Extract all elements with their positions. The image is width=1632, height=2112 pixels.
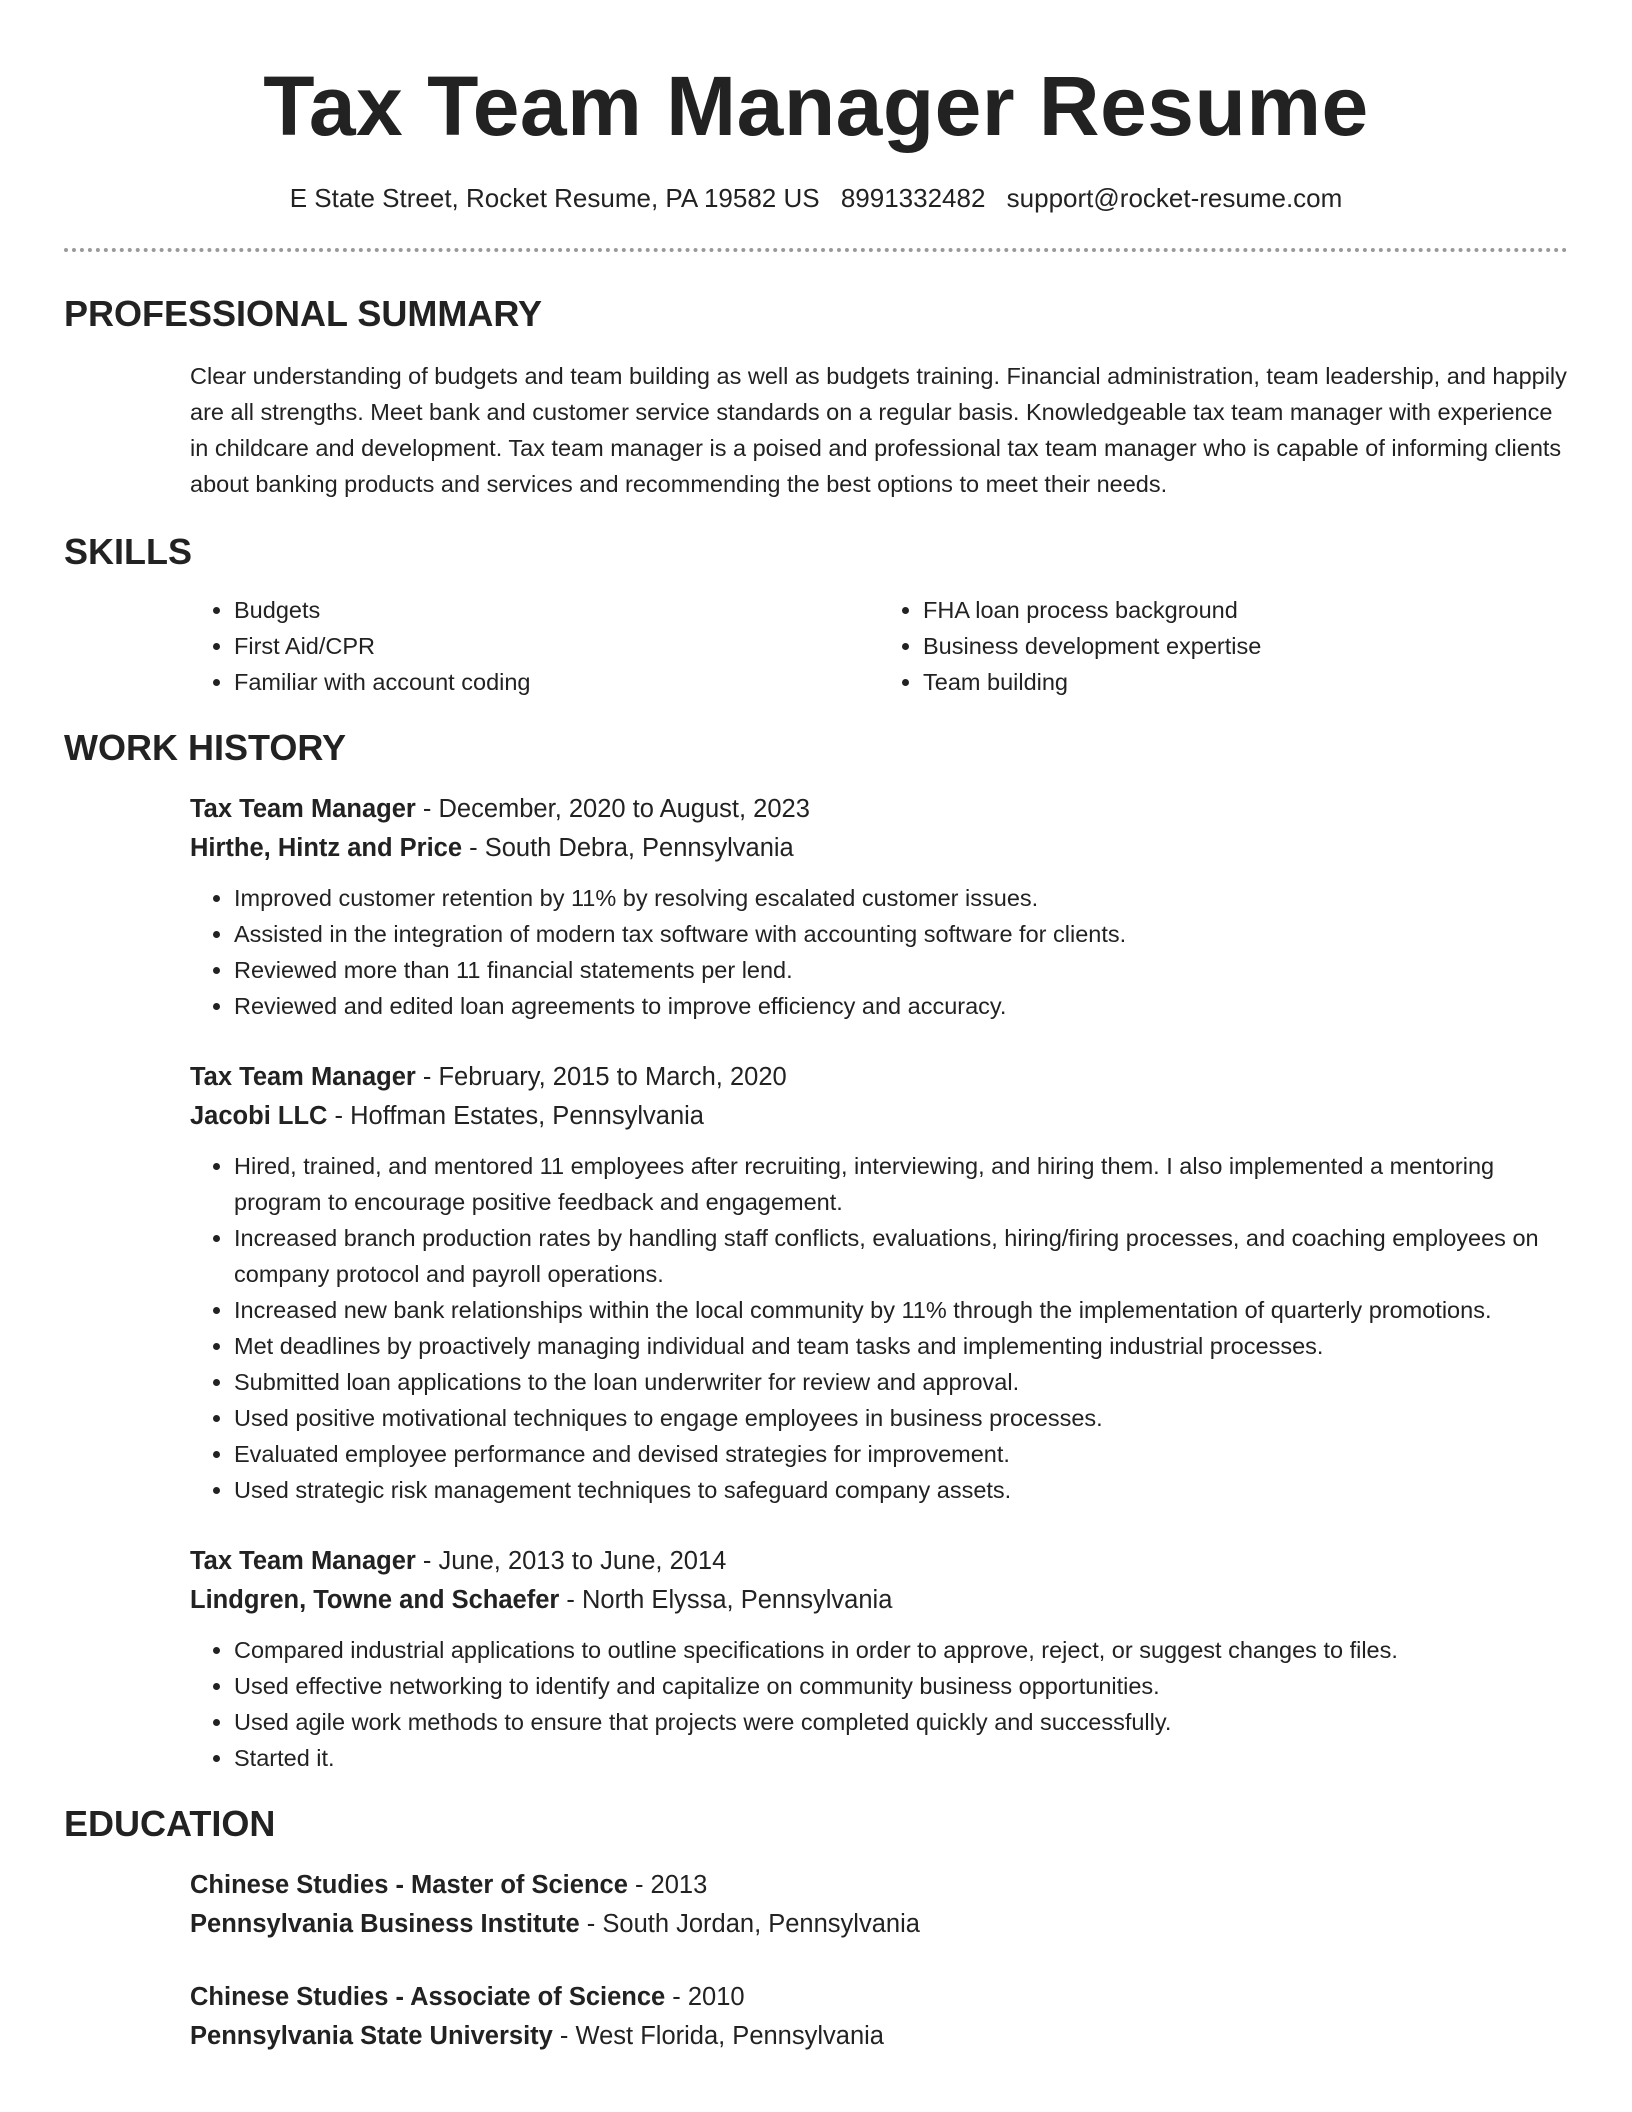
job-bullet: • Reviewed more than 11 financial statements per lend. xyxy=(234,952,1568,988)
degree: Chinese Studies - Master of Science xyxy=(190,1871,628,1899)
education-heading: EDUCATION xyxy=(64,1803,276,1844)
skills-list xyxy=(64,592,1568,700)
school-line xyxy=(190,2017,1568,2056)
degree: Chinese Studies - Associate of Science xyxy=(190,1983,666,2011)
school-location: - South Jordan, Pennsylvania xyxy=(579,1910,920,1938)
job-dates: - February, 2015 to March, 2020 xyxy=(415,1063,787,1091)
degree-year: - 2013 xyxy=(627,1871,708,1899)
education-entry xyxy=(64,1866,1568,1944)
job-title-line xyxy=(190,1542,1568,1581)
job-location: - North Elyssa, Pennsylvania xyxy=(559,1586,893,1614)
phone: 8991332482 xyxy=(840,183,986,213)
job-location: - Hoffman Estates, Pennsylvania xyxy=(327,1102,704,1130)
job-bullet: • Used positive motivational techniques to engage employees in business processes. xyxy=(234,1400,1568,1436)
summary-section xyxy=(64,292,1568,502)
resume-title: Tax Team Manager Resume xyxy=(263,59,1369,153)
job-dates: - December, 2020 to August, 2023 xyxy=(415,795,810,823)
degree-year: - 2010 xyxy=(665,1983,745,2011)
job-bullets xyxy=(190,1148,1568,1508)
job-company-line xyxy=(190,1581,1568,1620)
summary-text: Clear understanding of budgets and team building as well as budgets training. Financial administration, team leadership, and happily are all strengths. Meet bank and customer service standards on a regular basis. Knowledgeable tax team manager with experience in childcare and development. Tax team manager is a poised and professional tax team manager who is capable of informing clients about banking products and services and recommending the best options to meet their needs. xyxy=(190,363,1567,497)
job-company-line xyxy=(190,829,1568,868)
job-bullets xyxy=(190,1632,1568,1776)
school-location: - West Florida, Pennsylvania xyxy=(552,2022,884,2050)
job-company-line xyxy=(190,1097,1568,1136)
job-title-line xyxy=(190,790,1568,829)
school: Pennsylvania State University xyxy=(190,2022,553,2050)
job-role: Tax Team Manager xyxy=(190,795,416,823)
school-line xyxy=(190,1905,1568,1944)
education-entry xyxy=(64,1978,1568,2056)
job-bullet: • Started it. xyxy=(234,1740,1568,1776)
skill-item: • Familiar with account coding xyxy=(234,664,879,700)
job-bullets xyxy=(190,880,1568,1024)
job-company: Lindgren, Towne and Schaefer xyxy=(190,1586,560,1614)
summary-heading: PROFESSIONAL SUMMARY xyxy=(64,293,543,334)
skill-item: • Team building xyxy=(923,664,1568,700)
address: E State Street, Rocket Resume, PA 19582 US xyxy=(289,183,820,213)
job-role: Tax Team Manager xyxy=(190,1063,416,1091)
job-location: - South Debra, Pennsylvania xyxy=(462,834,794,862)
education-section xyxy=(64,1802,1568,2056)
degree-line xyxy=(190,1866,1568,1905)
job-bullet: • Assisted in the integration of modern tax software with accounting software for clients. xyxy=(234,916,1568,952)
job-company: Jacobi LLC xyxy=(190,1102,328,1130)
job-bullet: • Submitted loan applications to the loan underwriter for review and approval. xyxy=(234,1364,1568,1400)
school: Pennsylvania Business Institute xyxy=(190,1910,580,1938)
job-bullet: • Increased new bank relationships within the local community by 11% through the implementation of quarterly promotions. xyxy=(234,1292,1568,1328)
skill-item: • Business development expertise xyxy=(923,628,1568,664)
job-role: Tax Team Manager xyxy=(190,1547,416,1575)
job-entry xyxy=(64,1058,1568,1508)
skills-column-left xyxy=(190,592,879,700)
work-history-section xyxy=(64,726,1568,1776)
skills-column-right xyxy=(879,592,1568,700)
job-title-line xyxy=(190,1058,1568,1097)
skills-section xyxy=(64,530,1568,700)
skill-item: • FHA loan process background xyxy=(923,592,1568,628)
header-divider xyxy=(64,248,1568,252)
job-bullet: • Hired, trained, and mentored 11 employees after recruiting, interviewing, and hiring them. I also implemented a mentoring program to encourage positive feedback and engagement. xyxy=(234,1148,1568,1220)
skills-heading: SKILLS xyxy=(64,531,193,572)
job-bullet: • Increased branch production rates by handling staff conflicts, evaluations, hiring/firing processes, and coaching employees on company protocol and payroll operations. xyxy=(234,1220,1568,1292)
job-bullet: • Reviewed and edited loan agreements to improve efficiency and accuracy. xyxy=(234,988,1568,1024)
job-bullet: • Compared industrial applications to outline specifications in order to approve, reject, or suggest changes to files. xyxy=(234,1632,1568,1668)
email: support@rocket-resume.com xyxy=(1006,183,1343,213)
work-history-heading: WORK HISTORY xyxy=(64,727,347,768)
job-entry xyxy=(64,1542,1568,1776)
job-company: Hirthe, Hintz and Price xyxy=(190,834,463,862)
skill-item: • Budgets xyxy=(234,592,879,628)
job-dates: - June, 2013 to June, 2014 xyxy=(415,1547,727,1575)
job-bullet: • Met deadlines by proactively managing individual and team tasks and implementing industrial processes. xyxy=(234,1328,1568,1364)
skill-item: • First Aid/CPR xyxy=(234,628,879,664)
job-bullet: • Used strategic risk management techniques to safeguard company assets. xyxy=(234,1472,1568,1508)
job-bullet: • Used agile work methods to ensure that projects were completed quickly and successfully. xyxy=(234,1704,1568,1740)
job-bullet: • Improved customer retention by 11% by resolving escalated customer issues. xyxy=(234,880,1568,916)
job-bullet: • Evaluated employee performance and devised strategies for improvement. xyxy=(234,1436,1568,1472)
job-entry xyxy=(64,790,1568,1024)
degree-line xyxy=(190,1978,1568,2017)
job-bullet: • Used effective networking to identify and capitalize on community business opportunities. xyxy=(234,1668,1568,1704)
contact-line xyxy=(64,182,1568,214)
